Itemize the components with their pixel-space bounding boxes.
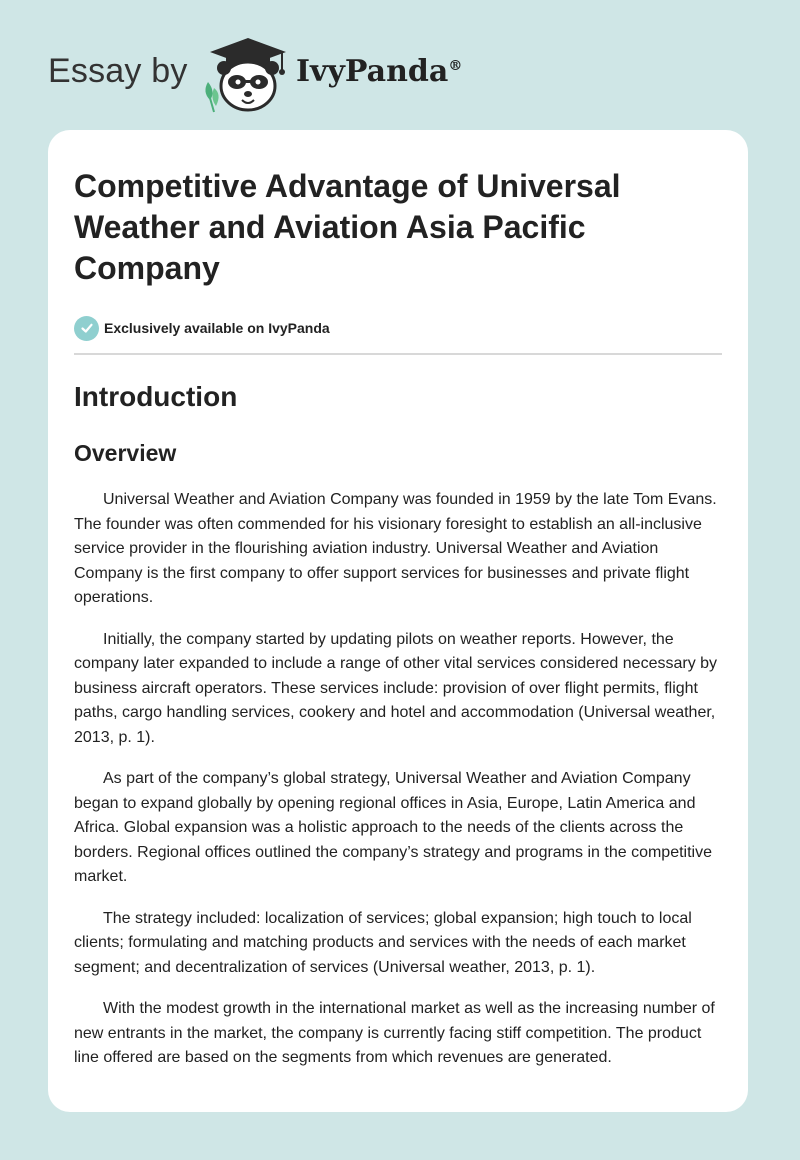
brand-name[interactable] — [296, 54, 462, 89]
paragraph: Universal Weather and Aviation Company was founded in 1959 by the late Tom Evans. The founder was often commended for his visionary foresight to establish an all-inclusive service provider in the flourishing aviation industry. Universal Weather and Aviation Company is the first company to offer support services for businesses and private flight operations. — [74, 491, 717, 606]
article-card — [48, 130, 748, 1112]
brand-name-text: IvyPanda — [296, 54, 449, 89]
badge-text: Exclusively available on IvyPanda — [104, 320, 330, 336]
check-icon — [74, 316, 99, 341]
paragraph: The strategy included: localization of services; global expansion; high touch to local clients; formulating and matching products and services with the needs of each market segment; and decentralization of services (Universal weather, 2013, p. 1). — [74, 909, 692, 976]
section-heading: Introduction — [74, 381, 238, 412]
paragraph: As part of the company’s global strategy, Universal Weather and Aviation Company began to expand globally by opening regional offices in Asia, Europe, Latin America and Africa. Global expansion was a holistic approach to the needs of the clients across the borders. Regional offices outlined the company’s strategy and programs in the competitive market. — [74, 770, 712, 885]
paragraph: With the modest growth in the international market as well as the increasing number of new entrants in the market, the company is currently facing stiff competition. The product line offered are based on the segments from which revenues are generated. — [74, 1000, 715, 1066]
article-title: Competitive Advantage of Universal Weather and Aviation Asia Pacific Company — [74, 168, 621, 286]
exclusive-badge — [74, 315, 722, 341]
trademark-symbol: ® — [448, 58, 463, 74]
subsection-heading: Overview — [74, 440, 177, 466]
essay-by-label: Essay by — [48, 52, 188, 90]
panda-graduation-cap-logo-icon[interactable] — [200, 36, 296, 114]
site-header — [0, 0, 800, 130]
divider — [74, 353, 722, 355]
paragraph: Initially, the company started by updating pilots on weather reports. However, the company later expanded to include a range of other vital services considered necessary by business aircraft operators. These services include: provision of over flight permits, flight paths, cargo handling services, cookery and hotel and accommodation (Universal weather, 2013, p. 1). — [74, 630, 718, 746]
